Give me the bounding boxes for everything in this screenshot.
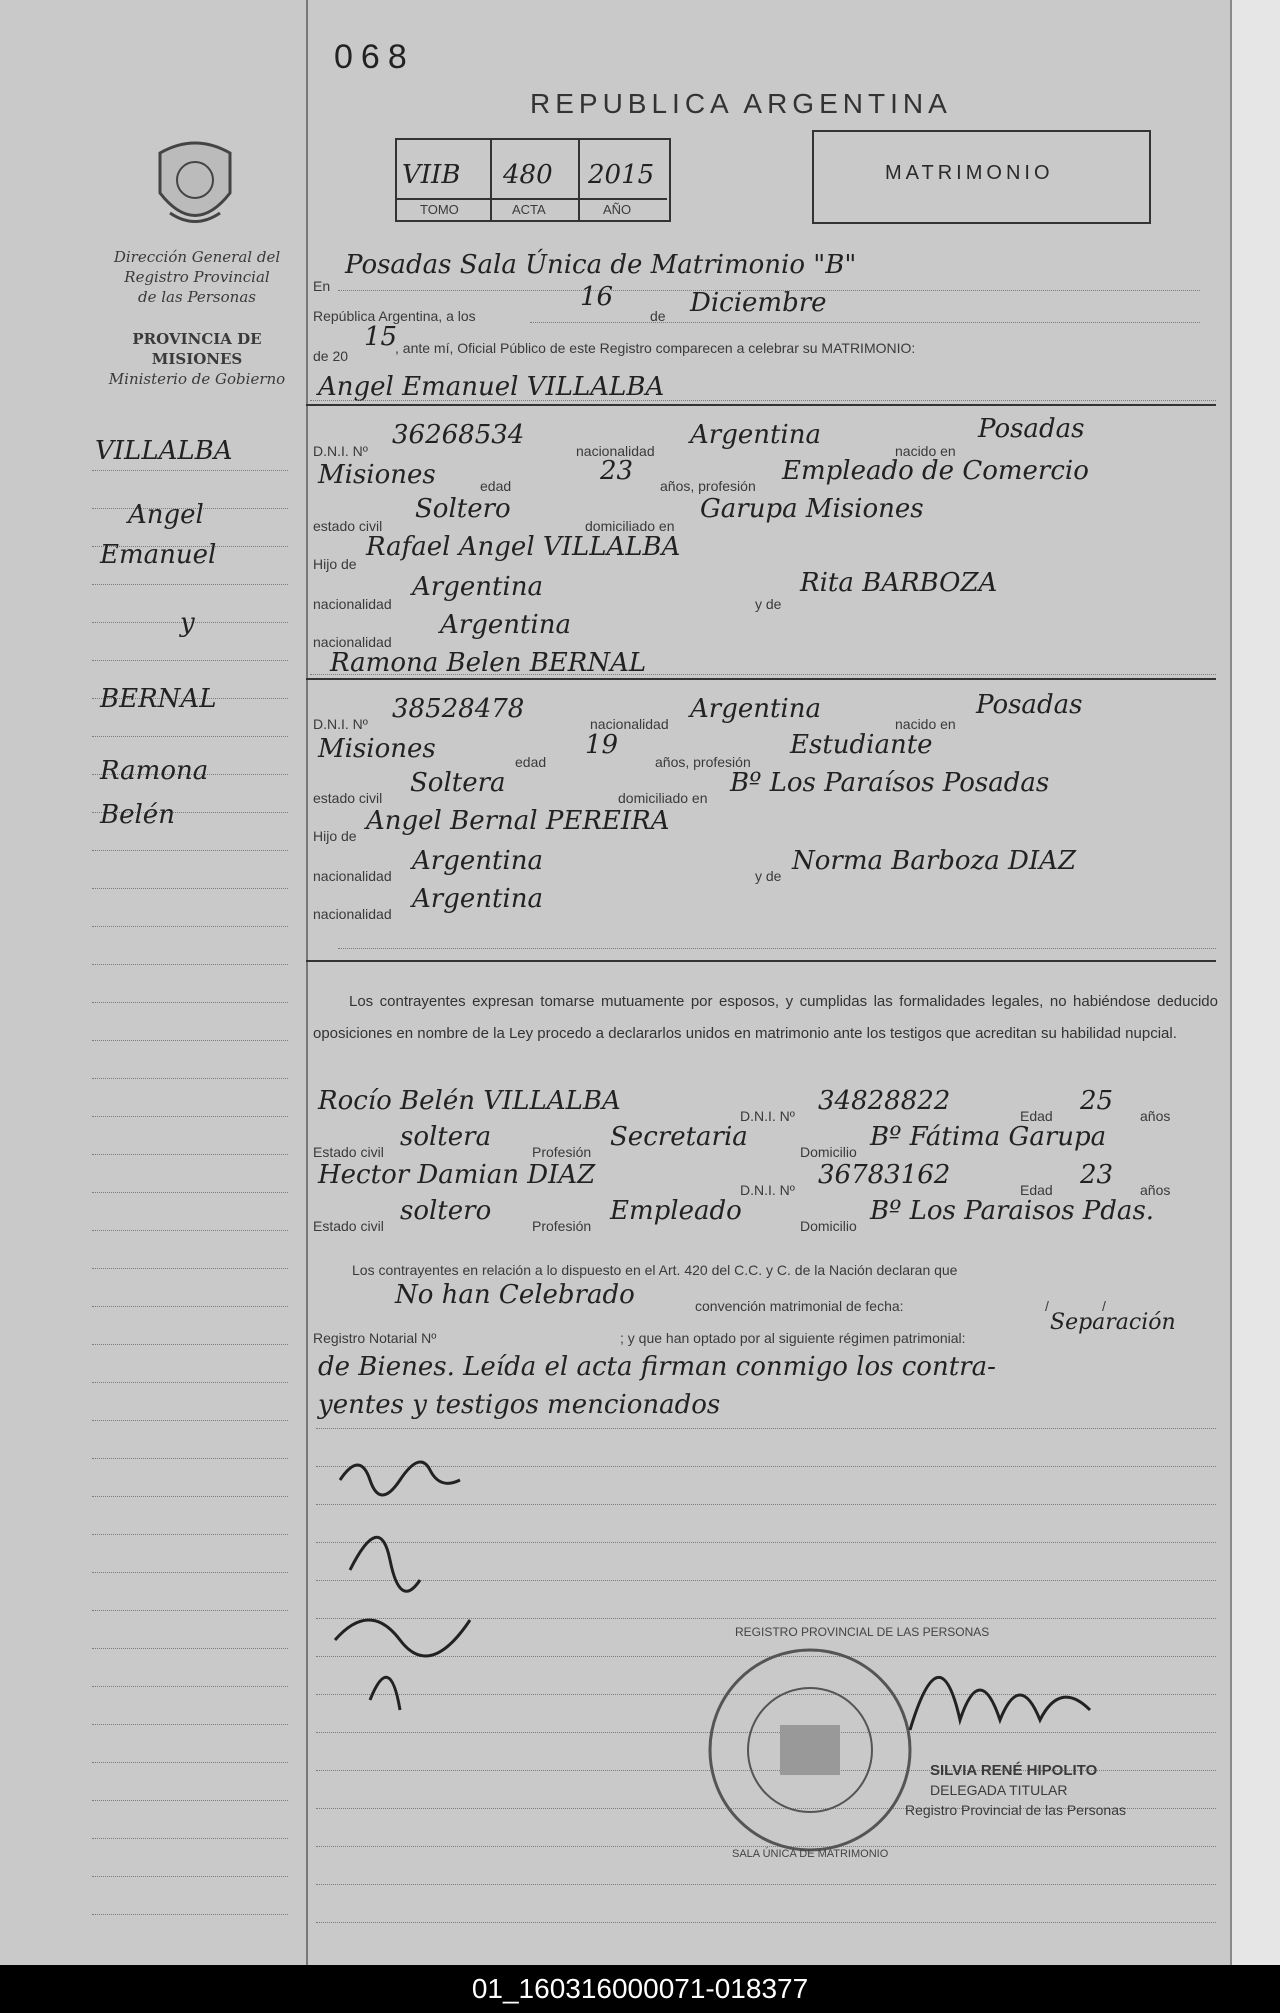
margin-rule-line [92,1724,288,1725]
regime-value-1: No han Celebrado [395,1280,635,1310]
acta-value: 480 [503,160,553,190]
witness2-dni-label: D.N.I. Nº [740,1182,795,1198]
witness2-estado: soltero [400,1196,492,1226]
groom-profesion: Empleado de Comercio [782,456,1089,486]
witness1-estado-label: Estado civil [313,1144,384,1160]
groom-hijo-label: Hijo de [313,556,357,572]
regime-text-4: ; y que han optado por al siguiente régimen patrimonial: [620,1330,966,1346]
anio-value: 2015 [588,160,655,190]
margin-rule-line [92,1914,288,1915]
month-value: Diciembre [690,288,827,318]
margin-note-name-2: Emanuel [100,540,217,570]
witness1-profesion: Secretaria [610,1122,748,1152]
margin-rule-line [92,1420,288,1421]
day-value: 16 [580,282,614,312]
witness2-name: Hector Damian DIAZ [318,1160,596,1190]
closing-line-1: de Bienes. Leída el acta firman conmigo los contra- [318,1352,996,1382]
margin-rule-line [92,736,288,737]
margin-rule-line [92,1534,288,1535]
groom-nacionalidad: Argentina [690,420,821,450]
official-role: DELEGADA TITULAR [930,1782,1068,1798]
witness1-name: Rocío Belén VILLALBA [318,1086,621,1116]
scan-id-band [0,1965,1280,2013]
bride-domicilio: Bº Los Paraísos Posadas [730,768,1050,798]
margin-rule-line [92,1876,288,1877]
bride-nac-label: nacionalidad [590,716,669,732]
margin-rule-line [92,1686,288,1687]
year-value: 15 [364,322,398,352]
intro-text: , ante mí, Oficial Público de este Registro comparecen a celebrar su MATRIMONIO: [395,340,916,356]
groom-domicilio-label: domiciliado en [585,518,675,534]
margin-rule-line [92,1268,288,1269]
ministry-label: Ministerio de Gobierno [108,370,286,388]
groom-anios-label: años, profesión [660,478,756,494]
signatures-icon [330,1450,490,1730]
margin-rule-line [92,1572,288,1573]
margin-rule-line [92,1800,288,1801]
groom-edad: 23 [600,456,634,486]
groom-father-nac: Argentina [412,572,543,602]
scan-id: 01_160316000071-018377 [471,1973,809,2004]
witness1-dni-label: D.N.I. Nº [740,1108,795,1124]
regime-text-1: Los contrayentes en relación a lo dispuesto en el Art. 420 del C.C. y C. de la Nación declaran que [352,1262,958,1278]
witness1-estado: soltera [400,1122,492,1152]
margin-divider [306,0,308,1965]
bride-estado: Soltera [410,768,506,798]
bride-dni-label: D.N.I. Nº [313,716,368,732]
folio-number: 068 [334,38,415,76]
witness1-dni: 34828822 [818,1086,951,1116]
witness2-estado-label: Estado civil [313,1218,384,1234]
official-signature-icon [900,1640,1100,1750]
margin-rule-line [92,1306,288,1307]
republica-label: República Argentina, a los [313,308,476,324]
province-seal-icon [150,138,240,238]
margin-note-name-1: Angel [128,500,204,530]
groom-nacido-label: nacido en [895,443,956,459]
bride-mother-nac-label: nacionalidad [313,906,392,922]
de-label: de [650,308,666,324]
groom-domicilio: Garupa Misiones [700,494,924,524]
margin-rule-line [92,1648,288,1649]
groom-estado: Soltero [415,494,511,524]
witness1-domicilio: Bº Fátima Garupa [870,1122,1107,1152]
margin-note-name-4: Belén [100,800,175,830]
witness1-anios-label: años [1140,1108,1171,1124]
margin-rule-line [92,1078,288,1079]
bride-mother-nac: Argentina [412,884,543,914]
groom-mother-nac-label: nacionalidad [313,634,392,650]
bride-nacionalidad: Argentina [690,694,821,724]
bride-edad-label: edad [515,754,547,770]
witness1-domicilio-label: Domicilio [800,1144,857,1160]
official-org: Registro Provincial de las Personas [905,1802,1126,1818]
groom-father: Rafael Angel VILLALBA [366,532,681,562]
bride-father: Angel Bernal PEREIRA [366,806,670,836]
declaration-rule [306,960,1216,962]
margin-note-surname-2: BERNAL [100,684,217,714]
date-sep-1: / [1045,1298,1049,1314]
witness2-domicilio-label: Domicilio [800,1218,857,1234]
body-rule-line [316,1922,1216,1923]
margin-rule-line [92,1496,288,1497]
witness1-edad-label: Edad [1020,1108,1053,1124]
stamp-inner-text: SALA ÚNICA DE MATRIMONIO [732,1848,889,1860]
bride-profesion: Estudiante [790,730,933,760]
body-rule-line [316,1884,1216,1885]
province-line-1: PROVINCIA DE [132,330,262,348]
groom-mother-nac: Argentina [440,610,571,640]
acta-label: ACTA [512,202,546,217]
margin-rule-line [92,1344,288,1345]
margin-rule-line [92,1230,288,1231]
bride-anios-label: años, profesión [655,754,751,770]
bride-y-de-label: y de [755,868,782,884]
margin-note-surname: VILLALBA [95,436,233,466]
margin-note-name-3: Ramona [100,756,209,786]
date-sep-2: / [1102,1298,1106,1314]
bride-name: Ramona Belen BERNAL [330,648,647,678]
groom-nac-label: nacionalidad [576,443,655,459]
agency-line-3: de las Personas [138,288,256,306]
bride-hijo-label: Hijo de [313,828,357,844]
bride-nacido-label: nacido en [895,716,956,732]
witness1-profesion-label: Profesión [532,1144,592,1160]
bride-birthplace-1: Posadas [976,690,1083,720]
groom-estado-label: estado civil [313,518,383,534]
margin-rule-line [92,1002,288,1003]
regime-value-2: Separación [1050,1310,1176,1335]
groom-birthplace-2: Misiones [318,460,436,490]
groom-dni: 36268534 [392,420,525,450]
witness2-profesion: Empleado [610,1196,742,1226]
groom-dni-label: D.N.I. Nº [313,443,368,459]
bride-mother: Norma Barboza DIAZ [792,846,1077,876]
margin-note-and: y [180,608,195,638]
place-value: Posadas Sala Única de Matrimonio "B" [345,250,857,280]
official-stamp-icon [700,1640,920,1860]
official-name: SILVIA RENÉ HIPOLITO [930,1762,1098,1779]
bride-father-nac-label: nacionalidad [313,868,392,884]
witness2-edad: 23 [1080,1160,1114,1190]
agency-line-2: Registro Provincial [124,268,270,286]
province-line-2: MISIONES [151,350,243,368]
bride-edad: 19 [585,730,619,760]
groom-name: Angel Emanuel VILLALBA [318,372,665,402]
margin-rule-line [92,1610,288,1611]
regime-text-3: Registro Notarial Nº [313,1330,437,1346]
en-label: En [313,278,331,294]
margin-rule-line [92,1762,288,1763]
margin-rule-line [92,964,288,965]
witness2-domicilio: Bº Los Paraisos Pdas. [870,1196,1155,1226]
margin-rule-line [92,1116,288,1117]
groom-section-rule [306,404,1216,406]
body-rule-line [316,1428,1216,1429]
margin-rule-line [92,1192,288,1193]
margin-rule-line [92,1154,288,1155]
margin-rule-line [92,1838,288,1839]
witness2-dni: 36783162 [818,1160,951,1190]
groom-mother: Rita BARBOZA [800,568,998,598]
declaration-text: Los contrayentes expresan tomarse mutuamente por esposos, y cumplidas las formalidades legales, no habiéndose deducido oposiciones en nombre de la Ley procedo a declararlos unidos en matrimonio ante los testigos que acreditan su habilidad nupcial. [313,993,1218,1042]
groom-father-nac-label: nacionalidad [313,596,392,612]
closing-line-2: yentes y testigos mencionados [318,1390,721,1420]
agency-line-1: Dirección General del [113,248,281,266]
margin-rule-line [92,926,288,927]
witness2-anios-label: años [1140,1182,1171,1198]
tomo-value: VIIB [402,160,461,190]
stamp-ring-text: REGISTRO PROVINCIAL DE LAS PERSONAS [735,1625,990,1639]
margin-rule-line [92,470,288,471]
republic-title: REPUBLICA ARGENTINA [530,88,952,119]
groom-y-de-label: y de [755,596,782,612]
page-edge [1230,0,1280,1965]
margin-rule-line [92,1458,288,1459]
record-type: MATRIMONIO [885,162,1054,184]
margin-rule-line [92,1040,288,1041]
witness2-profesion-label: Profesión [532,1218,592,1234]
regime-text-2: convención matrimonial de fecha: [695,1298,904,1314]
bride-domicilio-label: domiciliado en [618,790,708,806]
margin-rule-line [92,888,288,889]
anio-label: AÑO [603,202,632,217]
bride-section-rule [306,678,1216,680]
tomo-label: TOMO [420,202,459,217]
witness1-edad: 25 [1080,1086,1114,1116]
margin-rule-line [92,584,288,585]
witness2-edad-label: Edad [1020,1182,1053,1198]
bride-birthplace-2: Misiones [318,734,436,764]
bride-dni: 38528478 [392,694,525,724]
year-label: de 20 [313,348,349,364]
groom-birthplace-1: Posadas [978,414,1085,444]
margin-rule-line [92,1382,288,1383]
groom-edad-label: edad [480,478,512,494]
bride-father-nac: Argentina [412,846,543,876]
margin-rule-line [92,850,288,851]
margin-rule-line [92,660,288,661]
bride-estado-label: estado civil [313,790,383,806]
